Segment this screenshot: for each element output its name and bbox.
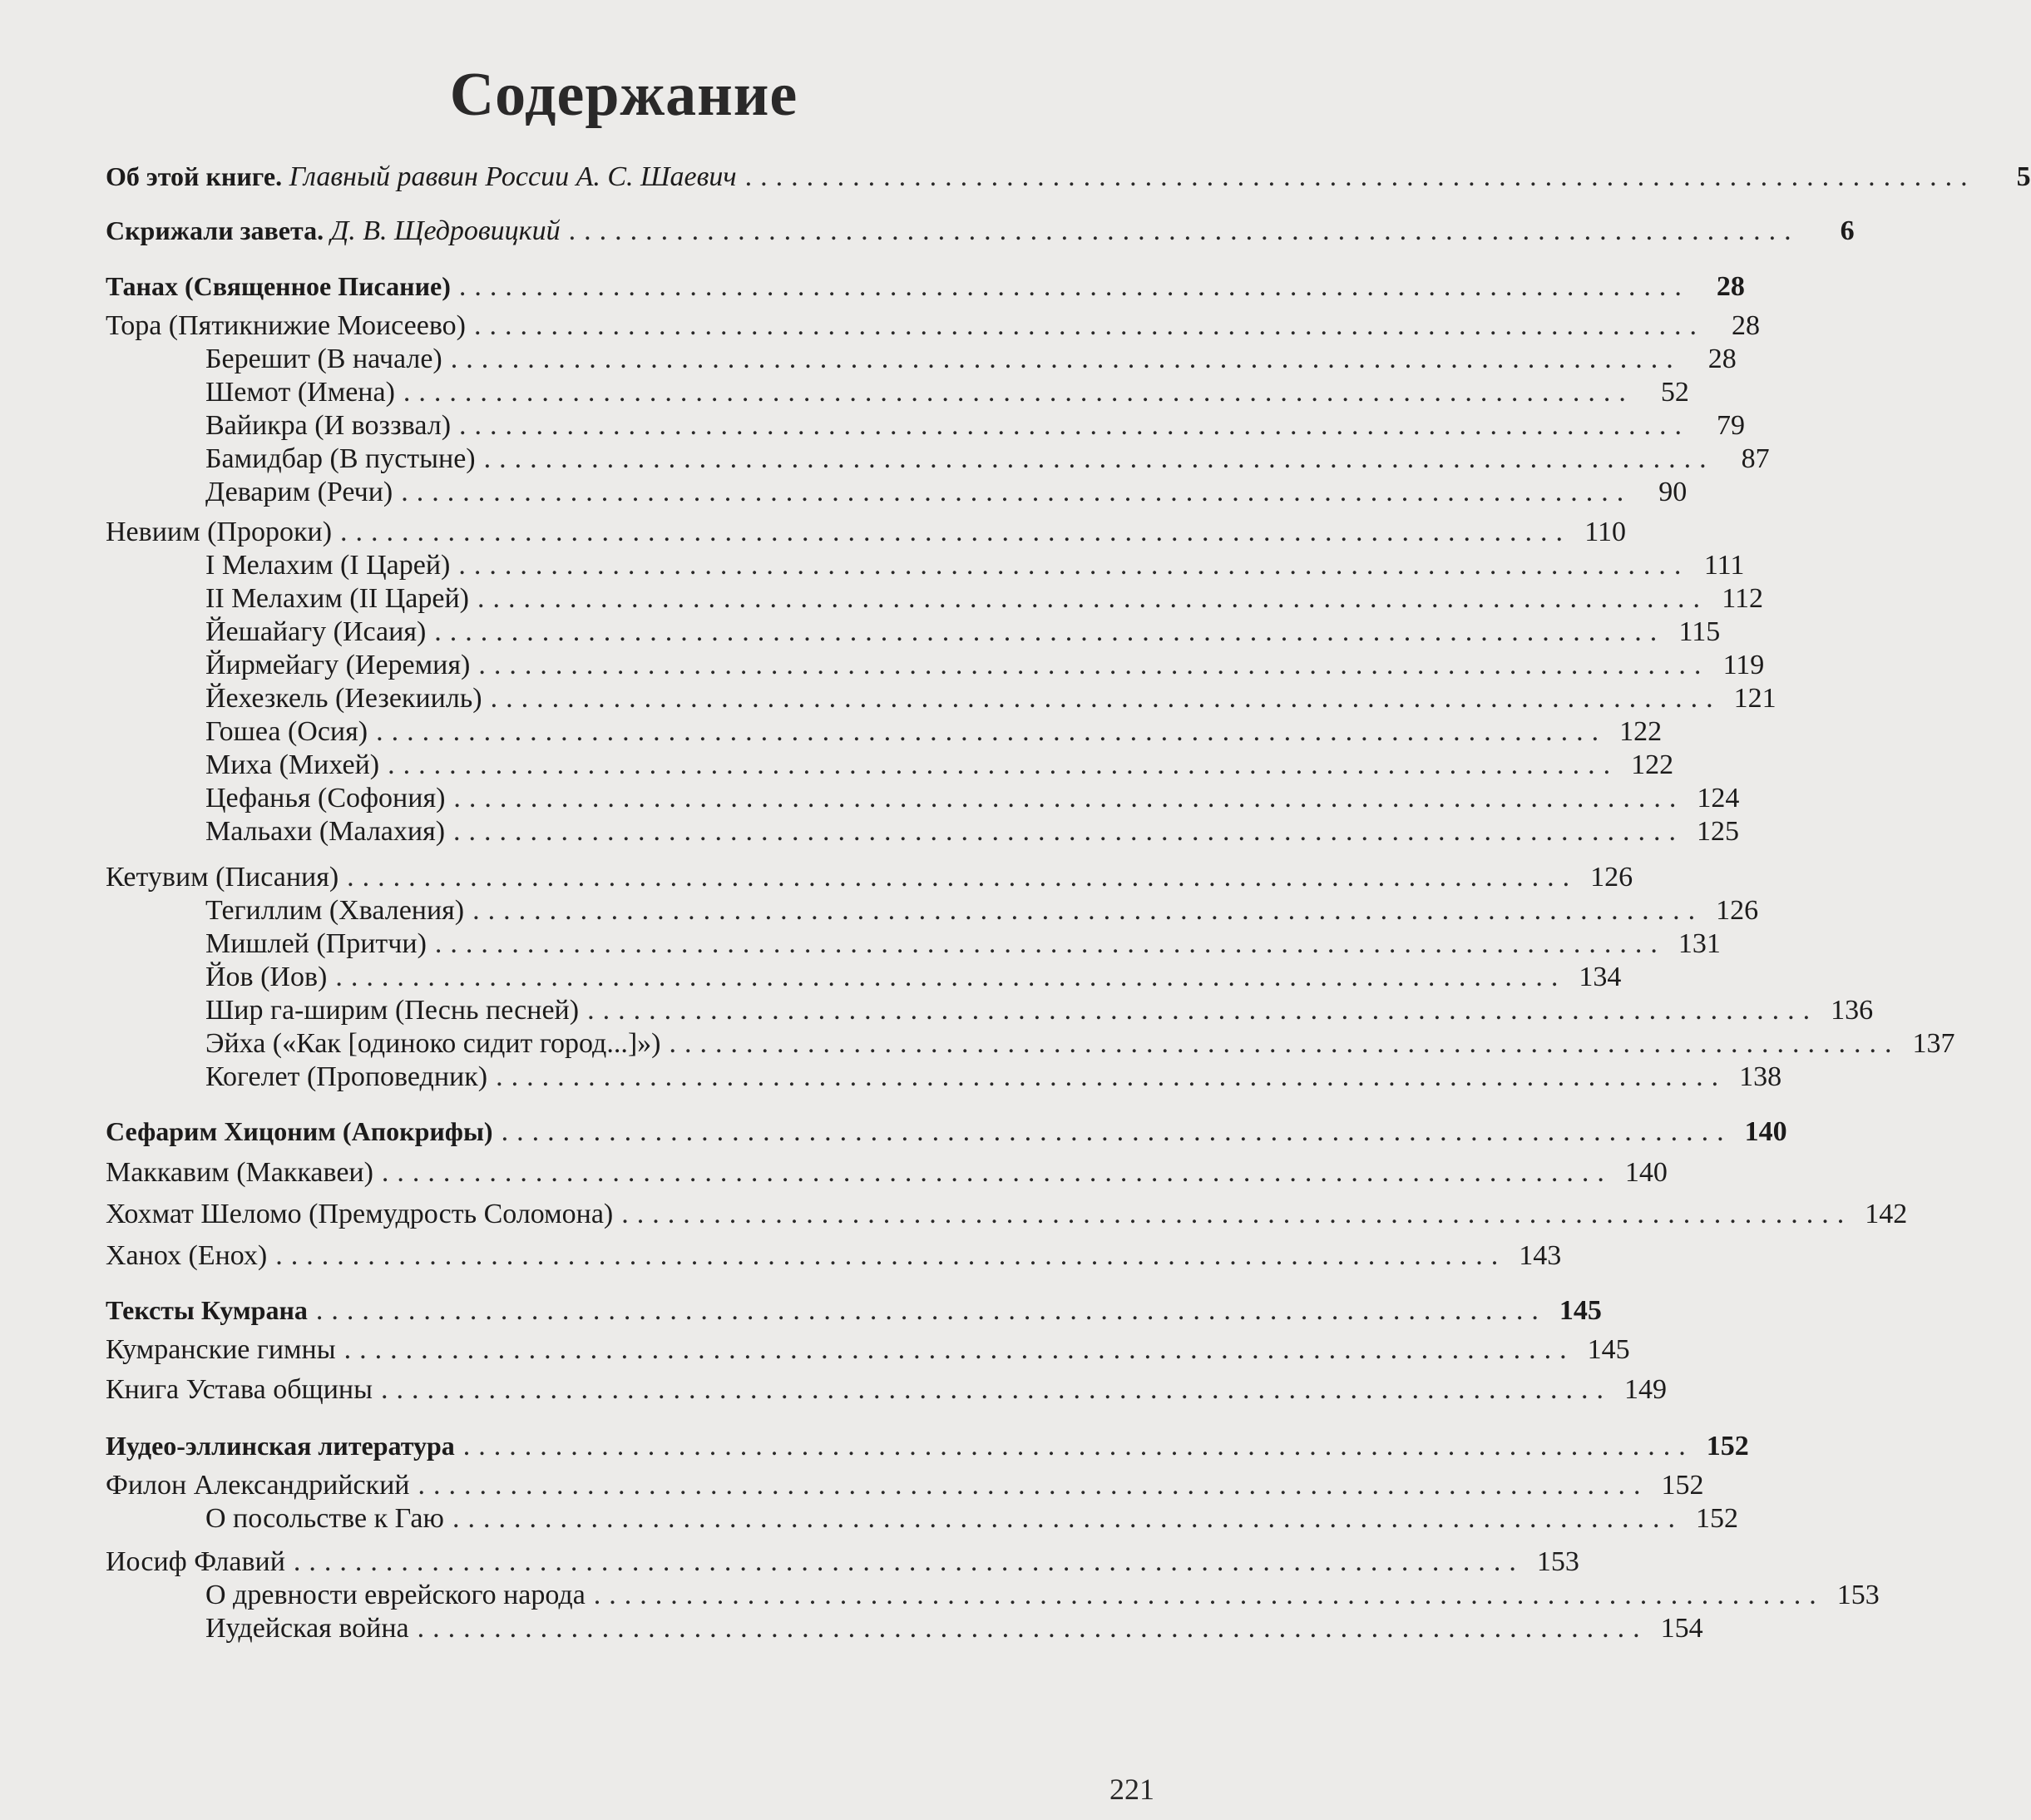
toc-entry-label: Ханох (Енох) [106, 1240, 268, 1271]
toc-entry-title [205, 815, 445, 848]
toc-entry-page: 87 [1741, 443, 1770, 474]
toc-entry-title [205, 715, 368, 749]
toc-entry-label: Йов (Иов) [205, 962, 328, 992]
toc-entry [205, 409, 1746, 443]
toc-entry-title [106, 309, 466, 343]
toc-entry [205, 961, 1622, 994]
dot-leader: ................................................................................ [293, 1546, 1524, 1577]
toc-entry [106, 1156, 1668, 1189]
toc-entry-label: II Мелахим (II Царей) [205, 583, 470, 614]
toc-entry-title [106, 516, 332, 549]
page-number: 221 [1109, 1773, 1154, 1806]
toc-entry-page: 152 [1706, 1431, 1749, 1461]
toc-entry [205, 715, 1663, 749]
toc-entry-page: 143 [1519, 1240, 1562, 1271]
toc-entry-page: 152 [1695, 1503, 1738, 1534]
dot-leader: ................................................................................ [275, 1240, 1507, 1271]
toc-entry-page: 28 [1731, 310, 1760, 341]
toc-entry-page: 149 [1623, 1374, 1667, 1405]
toc-entry-page: 138 [1739, 1061, 1782, 1092]
dot-leader: ................................................................................ [744, 161, 1976, 192]
toc-entry-label: Тексты Кумрана [106, 1295, 308, 1325]
toc-entry-page: 52 [1660, 377, 1689, 408]
toc-entry-label: Книга Устава общины [106, 1374, 373, 1405]
toc-entry-label: Эйха («Как [одиноко сидит город...]») [205, 1028, 661, 1059]
toc-entry-title [106, 1198, 613, 1231]
toc-entry-label: Йешайагу (Исаия) [205, 616, 427, 647]
dot-leader: ................................................................................ [335, 962, 1567, 992]
toc-entry [106, 1333, 1630, 1367]
toc-entry-label: Деварим (Речи) [205, 477, 393, 507]
toc-entry-title [205, 894, 464, 927]
toc-entry-title [205, 1502, 444, 1536]
toc-entry [205, 549, 1745, 582]
toc-entry-page: 112 [1722, 583, 1764, 614]
dot-leader: ................................................................................ [453, 816, 1685, 847]
toc-entry-title [106, 214, 561, 248]
toc-entry-title [205, 1612, 409, 1645]
toc-entry [205, 616, 1721, 649]
toc-entry-label: Иосиф Флавий [106, 1546, 285, 1577]
toc-entry [205, 1027, 1955, 1061]
toc-entry [205, 749, 1674, 782]
dot-leader: ................................................................................ [453, 783, 1685, 814]
toc-entry-page: 131 [1678, 928, 1721, 959]
dot-leader: ................................................................................ [380, 1374, 1612, 1405]
toc-entry-page: 140 [1744, 1116, 1787, 1147]
toc-entry-label: Об этой книге. [106, 161, 283, 191]
toc-entry-label: Мишлей (Притчи) [205, 928, 427, 959]
toc-entry [106, 861, 1633, 894]
toc-entry-title [205, 409, 451, 443]
dot-leader: ................................................................................ [381, 1157, 1613, 1188]
toc-entry-page: 121 [1733, 683, 1777, 714]
toc-entry-title [205, 1027, 660, 1061]
toc-entry-label: Гошеа (Осия) [205, 716, 368, 747]
toc-entry-title [106, 1293, 308, 1328]
toc-entry-title [205, 994, 579, 1027]
toc-entry-page: 122 [1619, 716, 1663, 747]
toc-entry [205, 443, 1770, 476]
dot-leader: ................................................................................ [452, 1503, 1683, 1534]
dot-leader: ................................................................................ [403, 377, 1634, 408]
dot-leader: ................................................................................ [593, 1580, 1825, 1610]
toc-entry-title [205, 443, 476, 476]
toc-entry [106, 270, 1745, 303]
toc-entry-title [106, 1429, 455, 1463]
toc-entry-label: Шир га-ширим (Песнь песней) [205, 995, 580, 1026]
dot-leader: ................................................................................ [458, 271, 1690, 302]
toc-entry-label: Невиим (Пророки) [106, 517, 333, 547]
toc-entry-label: Йехезкель (Иезекииль) [205, 683, 482, 714]
toc-entry-title [106, 1469, 409, 1502]
dot-leader: ................................................................................ [462, 1431, 1694, 1461]
toc-entry-title [106, 160, 737, 194]
toc-entry-title [106, 861, 338, 894]
toc-entry [106, 1293, 1602, 1327]
toc-entry-label: Иудео-эллинская литература [106, 1431, 455, 1461]
toc-entry-title [205, 961, 327, 994]
toc-entry-page: 153 [1536, 1546, 1579, 1577]
dot-leader: ................................................................................ [340, 517, 1572, 547]
toc-entry-title [106, 1239, 267, 1273]
toc-entry-label: О древности еврейского народа [205, 1580, 586, 1610]
toc-entry-page: 119 [1722, 650, 1765, 680]
dot-leader: ................................................................................ [669, 1028, 1900, 1059]
toc-entry-title [205, 649, 470, 682]
toc-entry-title [205, 343, 442, 376]
toc-entry-page: 140 [1624, 1157, 1668, 1188]
dot-leader: ................................................................................ [417, 1613, 1648, 1644]
toc-entry-page: 111 [1703, 550, 1745, 581]
toc-entry-author: Главный раввин России А. С. Шаевич [289, 161, 737, 192]
toc-entry-page: 122 [1631, 749, 1674, 780]
toc-entry-page: 6 [1840, 215, 1855, 246]
toc-entry-title [205, 1579, 586, 1612]
toc-entry-page: 145 [1587, 1334, 1630, 1365]
toc-entry-title [205, 749, 379, 782]
toc-entry-page: 28 [1716, 271, 1745, 302]
toc-entry-label: Шемот (Имена) [205, 377, 395, 408]
dot-leader: ................................................................................ [315, 1295, 1547, 1326]
toc-entry [106, 1469, 1704, 1502]
toc-entry [106, 214, 1855, 247]
toc-entry-label: Тора (Пятикнижие Моисеево) [106, 310, 466, 341]
toc-entry [205, 343, 1737, 376]
page-title: Содержание [449, 61, 798, 129]
toc-entry-author: Д. В. Щедровицкий [330, 215, 561, 246]
toc-entry-label: Цефанья (Софония) [205, 783, 446, 814]
toc-entry-label: Хохмат Шеломо (Премудрость Соломона) [106, 1199, 614, 1229]
toc-entry-page: 110 [1584, 517, 1627, 547]
toc-entry [205, 782, 1740, 815]
toc-entry-title [205, 549, 450, 582]
toc-entry-title [106, 1373, 373, 1407]
toc-entry-page: 126 [1716, 895, 1759, 926]
toc-entry-page: 79 [1717, 410, 1746, 441]
toc-entry-title [205, 682, 482, 715]
toc-entry-page: 90 [1658, 477, 1688, 507]
toc-entry [106, 1429, 1749, 1462]
toc-entry-page: 124 [1697, 783, 1740, 814]
toc-entry-title [205, 782, 445, 815]
dot-leader: ................................................................................ [472, 895, 1704, 926]
toc-entry-title [205, 616, 426, 649]
toc-entry-title [205, 376, 395, 409]
toc-entry-page: 125 [1697, 816, 1740, 847]
toc-entry [205, 927, 1721, 961]
toc-entry [205, 994, 1874, 1027]
dot-leader: ................................................................................ [388, 749, 1619, 780]
toc-entry [205, 1612, 1703, 1645]
toc-entry-label: Берешит (В начале) [205, 344, 442, 374]
toc-entry-page: 136 [1831, 995, 1874, 1026]
toc-entry-label: Миха (Михей) [205, 749, 380, 780]
dot-leader: ................................................................................ [418, 1470, 1649, 1501]
toc-entry [205, 1579, 1880, 1612]
dot-leader: ................................................................................ [568, 215, 1800, 246]
toc-entry [106, 516, 1627, 549]
dot-leader: ................................................................................ [450, 344, 1682, 374]
dot-leader: ................................................................................ [459, 410, 1691, 441]
toc-entry-title [106, 1156, 373, 1189]
toc-entry-title [205, 476, 393, 509]
toc-entry-page: 126 [1590, 862, 1633, 893]
toc-entry-page: 115 [1678, 616, 1721, 647]
toc-entry [106, 1546, 1579, 1579]
toc-entry-title [205, 927, 427, 961]
toc-entry-label: Филон Александрийский [106, 1470, 410, 1501]
toc-entry [205, 476, 1688, 509]
dot-leader: ................................................................................ [478, 650, 1710, 680]
toc-entry [205, 649, 1765, 682]
dot-leader: ................................................................................ [434, 928, 1666, 959]
toc-entry-page: 5 [2016, 161, 2031, 192]
toc-entry [106, 309, 1760, 343]
dot-leader: ................................................................................ [477, 583, 1709, 614]
dot-leader: ................................................................................ [587, 995, 1819, 1026]
dot-leader: ................................................................................ [376, 716, 1608, 747]
dot-leader: ................................................................................ [496, 1061, 1727, 1092]
toc-entry [205, 582, 1764, 616]
toc-entry [205, 815, 1740, 848]
toc-entry-label: Сефарим Хицоним (Апокрифы) [106, 1116, 493, 1146]
toc-entry-label: Йирмейагу (Иеремия) [205, 650, 471, 680]
dot-leader: ................................................................................ [347, 862, 1579, 893]
dot-leader: ................................................................................ [434, 616, 1666, 647]
toc-entry [205, 1061, 1782, 1094]
dot-leader: ................................................................................ [401, 477, 1633, 507]
toc-entry [106, 1373, 1667, 1407]
dot-leader: ................................................................................ [621, 1199, 1853, 1229]
toc-entry-label: О посольстве к Гаю [205, 1503, 444, 1534]
toc-entry-page: 145 [1559, 1295, 1602, 1326]
toc-entry-label: Кумранские гимны [106, 1334, 336, 1365]
toc-entry [205, 1502, 1738, 1536]
dot-leader: ................................................................................ [483, 443, 1715, 474]
dot-leader: ................................................................................ [473, 310, 1705, 341]
toc-entry-page: 154 [1660, 1613, 1703, 1644]
toc-entry [205, 894, 1759, 927]
toc-entry-title [106, 1546, 285, 1579]
toc-entry-label: Вайикра (И воззвал) [205, 410, 452, 441]
dot-leader: ................................................................................ [490, 683, 1722, 714]
toc-entry-label: I Мелахим (I Царей) [205, 550, 451, 581]
dot-leader: ................................................................................ [458, 550, 1690, 581]
toc-entry-title [106, 1115, 493, 1149]
toc-entry [205, 682, 1777, 715]
toc-entry-page: 28 [1707, 344, 1737, 374]
toc-entry-page: 134 [1579, 962, 1622, 992]
dot-leader: ................................................................................ [343, 1334, 1575, 1365]
toc-entry-label: Скрижали завета. [106, 215, 324, 245]
toc-entry-title [106, 1333, 336, 1367]
toc-entry [106, 1115, 1787, 1148]
toc-entry-label: Маккавим (Маккавеи) [106, 1157, 373, 1188]
toc-entry-label: Кетувим (Писания) [106, 862, 339, 893]
toc-entry [106, 1239, 1562, 1273]
toc-entry-page: 153 [1836, 1580, 1880, 1610]
toc-entry-label: Иудейская война [205, 1613, 409, 1644]
toc-entry-title [205, 582, 469, 616]
toc-entry-label: Танах (Священное Писание) [106, 271, 451, 301]
toc-entry-label: Бамидбар (В пустыне) [205, 443, 476, 474]
toc-entry-title [205, 1061, 487, 1094]
toc-entry-label: Мальахи (Малахия) [205, 816, 446, 847]
toc-entry-label: Тегиллим (Хваления) [205, 895, 465, 926]
toc-entry-label: Когелет (Проповедник) [205, 1061, 488, 1092]
toc-entry-page: 137 [1912, 1028, 1955, 1059]
toc-entry [205, 376, 1689, 409]
toc-entry-page: 152 [1661, 1470, 1704, 1501]
toc-entry-title [106, 270, 451, 304]
toc-entry [106, 1198, 1908, 1231]
toc-entry-page: 142 [1865, 1199, 1908, 1229]
toc-entry [106, 160, 2031, 193]
dot-leader: ................................................................................ [501, 1116, 1732, 1147]
